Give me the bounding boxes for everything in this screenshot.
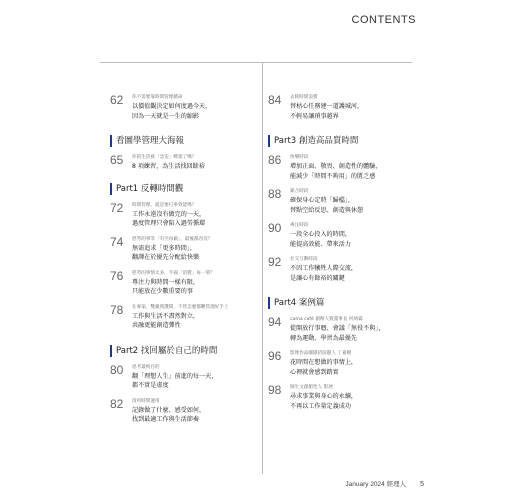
- page-footer: [345, 479, 424, 488]
- toc-entry-82[interactable]: [110, 398, 256, 425]
- entry-title-line: 翻譯在於優先分配給快樂: [132, 254, 200, 261]
- entry-subtitle: 去除時間浪費: [290, 95, 318, 100]
- entry-subtitle: 快樂時段: [290, 155, 309, 160]
- page-number: 62: [110, 93, 124, 107]
- entry-title-line: 不輕易讓瑣事越界: [290, 112, 339, 120]
- entry-subtitle: 時間管理，就是要打拳效能嗎？: [132, 202, 197, 208]
- toc-entry-80[interactable]: [110, 364, 256, 391]
- page-number: 90: [268, 221, 282, 235]
- page-number: 78: [110, 302, 124, 317]
- page-number: 65: [110, 153, 124, 167]
- toc-entry-94[interactable]: [268, 316, 410, 343]
- toc-entry-88[interactable]: [268, 188, 410, 215]
- entry-title-line: 只能放在少數重要的事: [132, 288, 193, 295]
- page-number: 80: [110, 362, 124, 377]
- entry-title-line: 共融更能創造彈性: [132, 322, 181, 329]
- column-divider: [262, 62, 263, 474]
- section-heading: 看圖學管理大海報: [110, 135, 256, 147]
- entry-title-line: 是讓心有餘裕的關鍵: [290, 274, 345, 282]
- entry-subtitle: 思考最終目的: [132, 364, 160, 370]
- page-number: 76: [110, 268, 124, 283]
- entry-title-line: 能減少「時間不夠用」的匱乏感: [290, 172, 376, 180]
- page-number: 84: [268, 93, 282, 107]
- entry-title-line: 找到最適工作與生活節奏: [132, 416, 200, 423]
- entry-title-line: 不再以工作量定義成功: [290, 402, 351, 410]
- entry-title-line: 專注力與時間一樣有限，: [132, 278, 200, 286]
- entry-title-line: 工作永遠沒有做完的一天，: [132, 210, 206, 218]
- section-heading: Part3 創造高品質時間: [268, 135, 410, 147]
- entry-title-line: 過度管理只會陷入過勞循環: [132, 220, 206, 227]
- entry-subtitle: 清用時間運用: [132, 398, 160, 404]
- entry-title-line: 都不實是虛度: [132, 382, 169, 389]
- entry-subtitle: 慰勞的事等「有空再做」，最後都吞沒？: [132, 236, 213, 242]
- entry-subtitle: 你不需要靠時間管理續命: [132, 95, 183, 100]
- left-column: [110, 94, 256, 425]
- entry-title-line: 無需追求「更多時間」，: [132, 244, 196, 252]
- page-number: 88: [268, 187, 282, 201]
- entry-subtitle: 影像作品團隊招前題人 丁嘉曉: [290, 351, 352, 356]
- toc-entry-96[interactable]: [268, 350, 410, 377]
- entry-title-line: 一段全心投入的時間，: [290, 231, 351, 238]
- entry-title-line: 能提高效能、帶來活力: [290, 240, 351, 248]
- toc-entry-92[interactable]: [268, 256, 410, 283]
- section-heading: Part2 找回屬於自己的時間: [110, 345, 256, 357]
- page-number: 86: [268, 153, 282, 167]
- entry-title-line: 尋求事業與身心的永續，: [290, 393, 358, 400]
- toc-entry-90[interactable]: [268, 222, 410, 249]
- entry-title-line: 以價值觀決定如何度過今天，: [132, 103, 212, 110]
- page-number: 72: [110, 200, 124, 215]
- page-number: 82: [110, 396, 124, 411]
- toc-entry-72[interactable]: [110, 202, 256, 229]
- page-number-footer: 5: [420, 481, 424, 488]
- issue-label: January 2024 經理人: [345, 481, 407, 488]
- entry-title-line: 工作與生活不盡然對立，: [132, 312, 200, 320]
- toc-entry-86[interactable]: [268, 154, 410, 181]
- page-number: 98: [268, 383, 282, 397]
- entry-title-line: 不因工作犧牲人際交流，: [290, 265, 358, 272]
- entry-title-line: 因為一天就是一生的縮影: [132, 112, 200, 120]
- entry-title-line: 替點空給反思、創造與休憩: [290, 206, 364, 214]
- entry-title-line: 花時間在想做的事情上，: [290, 359, 358, 366]
- entry-title-line: 轉為運動、學習為最優先: [290, 334, 358, 342]
- entry-subtitle: 師生文創館性人 影展: [290, 385, 333, 390]
- toc-entry-62[interactable]: [110, 94, 256, 121]
- page-number: 96: [268, 349, 282, 363]
- entry-title-line: 翻「理想人生」前進的每一天，: [132, 372, 218, 380]
- toc-entry-65[interactable]: [110, 154, 256, 172]
- toc-entry-98[interactable]: [268, 384, 410, 411]
- toc-entry-84[interactable]: [268, 94, 410, 121]
- entry-subtitle: 累合時段: [290, 189, 309, 194]
- page-number: 94: [268, 315, 282, 329]
- entry-title-line: 替枯心任務建一道護城河，: [290, 103, 364, 110]
- entry-title-line: 增加正面、敬畏、創造性的體驗，: [290, 163, 382, 170]
- toc-entry-78[interactable]: [110, 304, 256, 331]
- contents-title: CONTENTS: [351, 14, 416, 26]
- entry-subtitle: 慰勞的事情太多，手殺「消費」每一刻？: [132, 270, 215, 276]
- toc-entry-76[interactable]: [110, 270, 256, 297]
- entry-title-line: 8 項練習，為生活找回餘裕: [132, 163, 205, 170]
- section-heading: Part4 案例篇: [268, 297, 410, 309]
- entry-title-line: 心裡就會感到踏實: [290, 368, 339, 376]
- page-number: 92: [268, 255, 282, 269]
- entry-subtitle: 社交互動時段: [290, 257, 318, 262]
- toc-entry-74[interactable]: [110, 236, 256, 263]
- right-column: [268, 94, 410, 411]
- entry-title-line: 記錄做了什麼、感受如何，: [132, 406, 206, 414]
- entry-subtitle: 專注時段: [290, 223, 309, 228]
- top-rule: [100, 62, 412, 63]
- page-number: 74: [110, 234, 124, 249]
- entry-title-line: 從開放行事曆、會議「無役不與」，: [290, 325, 385, 332]
- entry-subtitle: 你的生活被「急迫」綁架了嗎？: [132, 155, 197, 160]
- entry-subtitle: 在專案、雙親照護間，不管怎麼都難管理好手上: [132, 304, 229, 310]
- entry-title-line: 確保身心定時「歸檔」，: [290, 197, 354, 204]
- section-heading: Part1 反轉時間觀: [110, 183, 256, 195]
- entry-subtitle: cama café 創辦人暨董事長 何炳霖: [290, 317, 363, 322]
